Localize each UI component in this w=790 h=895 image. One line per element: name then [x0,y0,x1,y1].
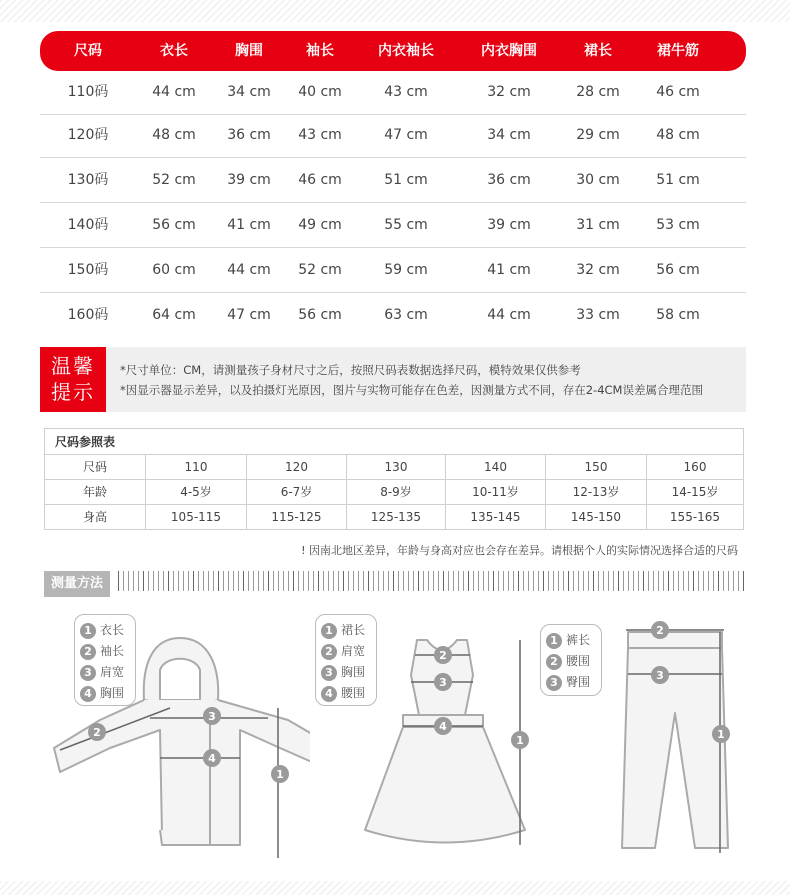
reference-cell: 8-9岁 [346,480,445,505]
legend-item: 4 胸围 [80,683,124,704]
size-table-cell: 36 cm [227,127,271,143]
size-table-cell: 32 cm [576,262,620,278]
size-table-cell: 110码 [67,84,109,100]
reference-cell: 145-150 [545,505,646,530]
legend-item: 3 胸围 [321,662,365,683]
size-table-cell: 52 cm [152,172,196,188]
region-note: ! 因南北地区差异，年龄与身高对应也会存在差异。请根据个人的实际情况选择合适的尺码 [301,544,738,557]
size-table-cell: 60 cm [152,262,196,278]
reference-cell: 120 [246,455,346,480]
svg-text:4: 4 [208,752,216,765]
size-table-cell: 41 cm [487,262,531,278]
header-length: 衣长 [160,43,188,59]
reference-cell: 14-15岁 [646,480,743,505]
svg-text:4: 4 [439,720,447,733]
measure-method-label: 测量方法 [44,571,110,597]
size-table-cell: 47 cm [227,307,271,323]
reference-cell: 155-165 [646,505,743,530]
size-table-cell: 56 cm [656,262,700,278]
dress-illustration [355,630,540,865]
top-hatch-band [0,0,790,22]
size-table-row [40,203,746,248]
size-table-cell: 43 cm [298,127,342,143]
reference-cell: 125-135 [346,505,445,530]
tips-line-2: *因显示器显示差异，以及拍摄灯光原因，图片与实物可能存在色差，因测量方式不同，存在2-4CM误差属合理范围 [120,383,703,397]
size-table-cell: 52 cm [298,262,342,278]
reference-row-label: 尺码 [82,460,107,474]
size-table-cell: 55 cm [384,217,428,233]
reference-row [45,505,743,530]
size-table-cell: 41 cm [227,217,271,233]
jacket-illustration [40,630,310,865]
size-table-cell: 51 cm [656,172,700,188]
size-table-cell: 39 cm [487,217,531,233]
reference-cell: 150 [545,455,646,480]
legend-item: 2 袖长 [80,641,124,662]
header-sleeve: 袖长 [306,43,334,59]
header-inner-chest: 内衣胸围 [481,43,537,59]
header-skirt-elastic: 裙牛筋 [657,43,699,59]
header-chest: 胸围 [235,43,263,59]
size-table-cell: 46 cm [656,84,700,100]
tips-line-1: *尺寸单位：CM，请测量孩子身材尺寸之后，按照尺码表数据选择尺码，模特效果仅供参考 [120,363,581,377]
size-table-cell: 31 cm [576,217,620,233]
size-table-cell: 120码 [67,127,109,143]
size-table-row [40,113,746,158]
size-table-cell: 46 cm [298,172,342,188]
size-table-cell: 34 cm [487,127,531,143]
reference-cell: 10-11岁 [445,480,545,505]
pants-legend-items [546,630,590,693]
reference-cell: 135-145 [445,505,545,530]
svg-text:3: 3 [208,710,216,723]
size-table-cell: 29 cm [576,127,620,143]
size-table-cell: 39 cm [227,172,271,188]
size-table-cell: 160码 [67,307,109,323]
size-table-cell: 48 cm [152,127,196,143]
size-table-cell: 44 cm [152,84,196,100]
header-size: 尺码 [74,43,102,59]
size-table-cell: 56 cm [298,307,342,323]
size-table-row [40,248,746,293]
reference-row-label: 身高 [82,510,107,524]
size-reference-table [44,428,744,530]
tips-badge: 温馨 提示 [40,347,106,412]
svg-text:2: 2 [439,649,447,662]
size-table-cell: 48 cm [656,127,700,143]
size-table-cell: 56 cm [152,217,196,233]
svg-text:2: 2 [93,726,101,739]
reference-cell: 140 [445,455,545,480]
legend-item: 1 衣长 [80,620,124,641]
size-table-cell: 130码 [67,172,109,188]
size-table-cell: 30 cm [576,172,620,188]
size-table-cell: 63 cm [384,307,428,323]
size-table-cell: 59 cm [384,262,428,278]
reference-cell: 6-7岁 [246,480,346,505]
legend-item: 2 腰围 [546,651,590,672]
reference-row [45,455,743,480]
size-table-cell: 49 cm [298,217,342,233]
reference-cell: 12-13岁 [545,480,646,505]
size-table-cell: 34 cm [227,84,271,100]
size-table-cell: 40 cm [298,84,342,100]
size-table-cell: 64 cm [152,307,196,323]
legend-item: 1 裤长 [546,630,590,651]
legend-item: 1 裙长 [321,620,365,641]
size-table-cell: 33 cm [576,307,620,323]
pants-illustration [600,618,745,863]
reference-cell: 4-5岁 [145,480,246,505]
size-table-header [40,31,746,71]
size-table-cell: 44 cm [227,262,271,278]
legend-item: 3 臀围 [546,672,590,693]
reference-cell: 130 [346,455,445,480]
svg-text:1: 1 [717,728,725,741]
size-table-cell: 150码 [67,262,109,278]
size-table-cell: 28 cm [576,84,620,100]
reference-row [45,480,743,505]
svg-text:1: 1 [516,734,524,747]
legend-item: 2 肩宽 [321,641,365,662]
reference-cell: 105-115 [145,505,246,530]
size-table-cell: 51 cm [384,172,428,188]
size-table-row [40,293,746,338]
size-table-cell: 58 cm [656,307,700,323]
svg-text:3: 3 [656,669,664,682]
reference-cell: 115-125 [246,505,346,530]
size-table-cell: 53 cm [656,217,700,233]
bottom-hatch-band [0,881,790,895]
size-table-cell: 43 cm [384,84,428,100]
reference-row-label: 年龄 [82,485,107,499]
size-table-cell: 36 cm [487,172,531,188]
svg-text:2: 2 [656,624,664,637]
size-table-row [40,70,746,115]
size-table-cell: 44 cm [487,307,531,323]
tips-panel [40,347,746,412]
legend-item: 4 腰围 [321,683,365,704]
reference-cell: 110 [145,455,246,480]
svg-text:1: 1 [276,768,284,781]
size-table-cell: 32 cm [487,84,531,100]
size-table-cell: 140码 [67,217,109,233]
size-table-cell: 47 cm [384,127,428,143]
header-skirt-length: 裙长 [584,43,612,59]
reference-title: 尺码参照表 [45,429,743,455]
reference-cell: 160 [646,455,743,480]
size-table-row [40,158,746,203]
legend-item: 3 肩宽 [80,662,124,683]
header-inner-sleeve: 内衣袖长 [378,43,434,59]
svg-text:3: 3 [439,676,447,689]
